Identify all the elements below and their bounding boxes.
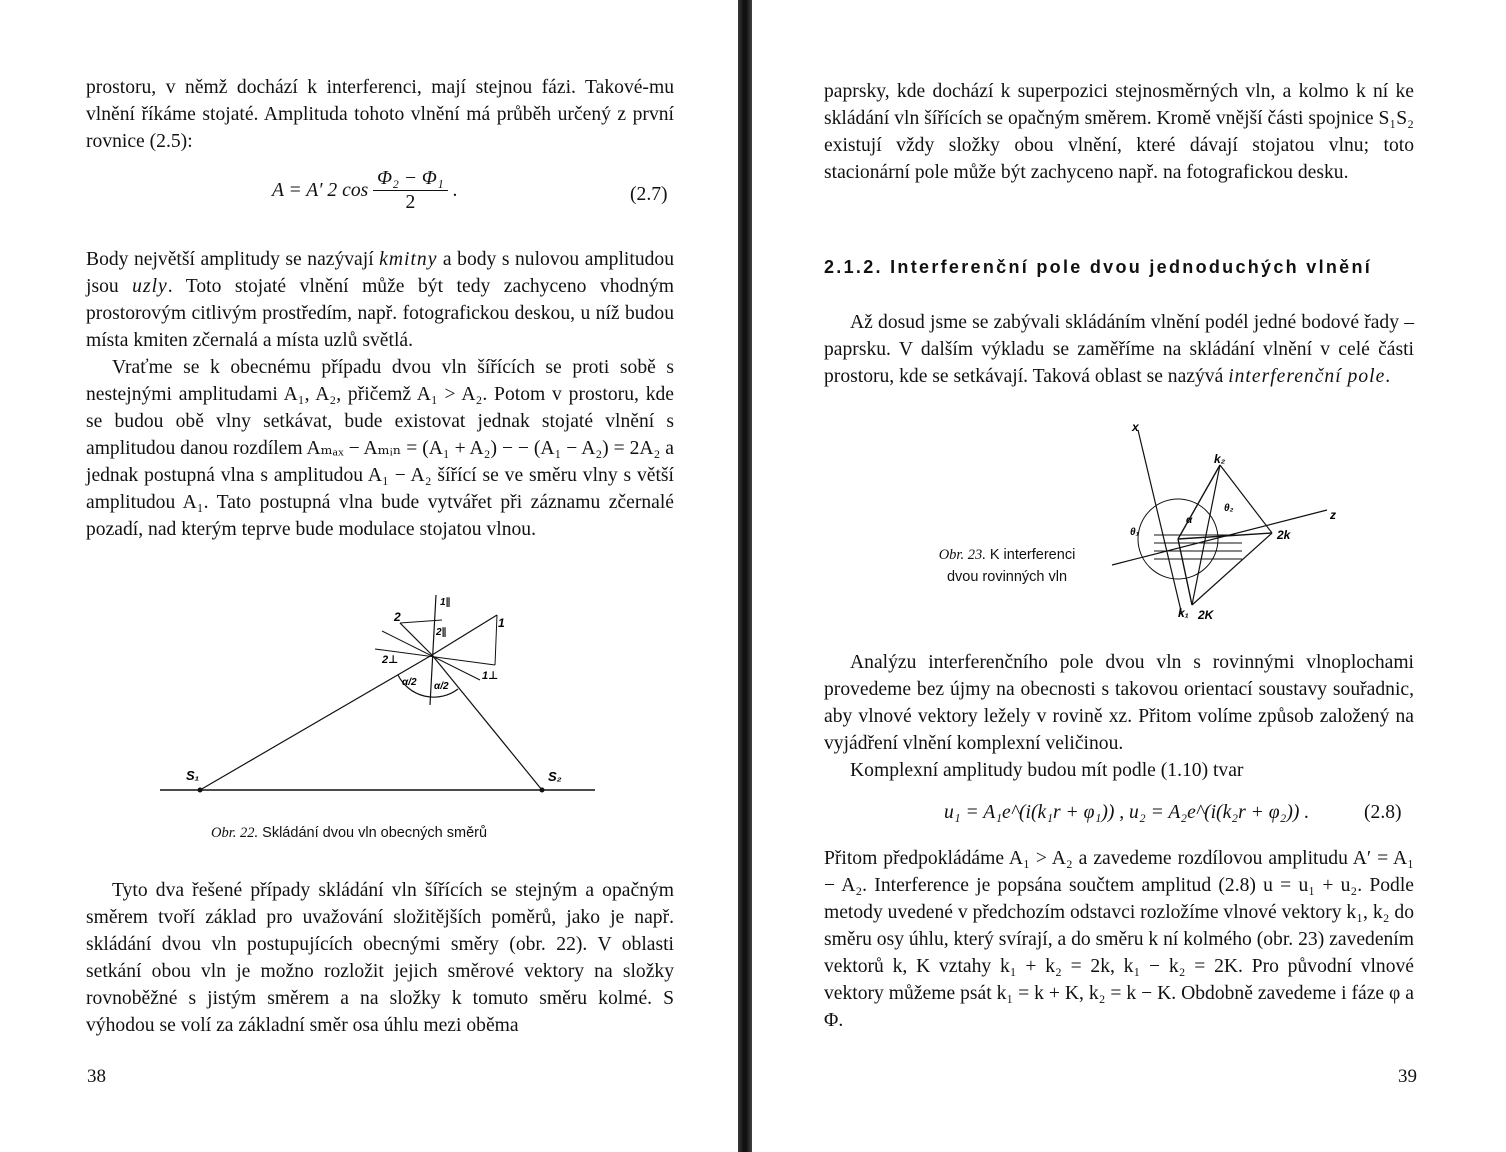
figure-22-caption bbox=[211, 822, 487, 844]
label-z: z bbox=[1330, 508, 1336, 522]
label-s2: S₂ bbox=[548, 769, 562, 784]
component-1 bbox=[495, 615, 497, 665]
fraction bbox=[373, 168, 447, 215]
paragraph bbox=[86, 246, 674, 354]
paragraph: Komplexní amplitudy budou mít podle (1.10) tvar bbox=[850, 760, 1244, 781]
page-number: 39 bbox=[1398, 1066, 1417, 1087]
figure-23-caption bbox=[917, 544, 1097, 588]
label-2-perp: 2⊥ bbox=[382, 654, 399, 666]
caption-line bbox=[917, 544, 1097, 566]
edge-upper bbox=[1220, 465, 1272, 533]
right-page bbox=[752, 0, 1506, 1152]
figure-22-diagram bbox=[150, 585, 610, 800]
equation-trail: . bbox=[452, 180, 458, 201]
paragraph: Analýzu interferenčního pole dvou vln s rovinnými vlnoplochami provedeme bez újmy na obecnosti s takovou orientací soustavy souřadnic, aby vlnové vektory ležely v rovině xz. Přitom volíme způsob založený na vyjádření vlnění komplexní veličinou. bbox=[824, 652, 1414, 754]
paragraph: Tyto dva řešené případy skládání vln šířících se stejným a opačným směrem tvoří základ pro uvažování složitějších poměrů, jako je např. skládání dvou vln postupujících obecnými směry (obr. 22). V oblasti setkání obou vln je možno rozložit jejich směrové vektory na složky rovnoběžné s jistým směrem a na složky k tomuto směru kolmé. S výhodou se volí za základní směr osa úhlu mezi oběma bbox=[86, 880, 674, 1036]
term-uzly: uzly bbox=[132, 276, 168, 297]
label-x: x bbox=[1132, 420, 1139, 434]
axis-x bbox=[1138, 430, 1182, 615]
text-run: Body největší amplitudy se nazývají bbox=[86, 249, 380, 270]
label-2K: 2K bbox=[1198, 608, 1214, 622]
caption-line: dvou rovinných vln bbox=[946, 569, 1068, 585]
label-2: 2 bbox=[394, 610, 401, 624]
component-2 bbox=[400, 620, 442, 623]
label-k1: k₁ bbox=[1178, 606, 1189, 620]
label-2-par: 2∥ bbox=[436, 627, 447, 638]
label-1-perp: 1⊥ bbox=[482, 670, 499, 682]
label-theta2: θ₂ bbox=[1224, 503, 1234, 514]
equation-number: (2.8) bbox=[1364, 802, 1402, 823]
text-run: a body s nulovou amplitudou jsou bbox=[86, 249, 675, 297]
vector-2k bbox=[1178, 533, 1272, 539]
term-kmitny: kmitny bbox=[379, 249, 438, 270]
vector-k1 bbox=[1178, 539, 1192, 605]
text-run: Až dosud jsme se zabývali skládáním vlnění podél jedné bodové řady – paprsku. V dalším výkladu se zaměříme na skládání vlnění v celé části prostoru, kde se setkávají. Taková oblast se nazývá bbox=[824, 312, 1414, 387]
paragraph: prostoru, v němž dochází k interferenci, mají stejnou fázi. Takové-mu vlnění říkáme stojaté. Amplituda tohoto vlnění má průběh určený z první rovnice (2.5): bbox=[86, 77, 674, 152]
paragraph: Přitom předpokládáme A₁ > A₂ a zavedeme rozdílovou amplitudu A′ = A₁ − A₂. Interference je popsána součtem amplitud (2.8) u = u₁ + u₂. Podle metody uvedené v předchozím odstavci rozložíme vlnové vektory k₁, k₂ do směru osy úhlu, který svírají, a do směru k ní kolmého (obr. 23) zavedením vektorů k, K vztahy k₁ + k₂ = 2k, k₁ − k₂ = 2K. Pro původní vlnové vektory můžeme psát k₁ = k + K, k₂ = k − K. Obdobně zavedeme i fáze φ a Φ. bbox=[824, 848, 1414, 1031]
figure-23-diagram bbox=[1092, 415, 1352, 630]
vector-2 bbox=[400, 623, 432, 655]
paragraph: paprsky, kde dochází k superpozici stejnosměrných vln, a kolmo k ní ke skládání vln šířících se opačným směrem. Kromě vnější části spojnice S₁S₂ existují vždy složky obou vlnění, které dávají stojatou vlnu; toto stacionární pole může být zachyceno např. na fotografickou desku. bbox=[824, 81, 1414, 183]
label-alpha: α bbox=[1186, 515, 1193, 526]
label-alpha-1: α/2 bbox=[402, 677, 417, 688]
text-run: . bbox=[1385, 366, 1391, 387]
left-page bbox=[0, 0, 738, 1152]
label-s1: S₁ bbox=[186, 768, 200, 783]
label-1: 1 bbox=[498, 616, 505, 630]
equation-2-7 bbox=[272, 168, 457, 215]
book-gutter bbox=[738, 0, 752, 1152]
label-theta1: θ₁ bbox=[1130, 527, 1140, 538]
point-s2 bbox=[540, 788, 545, 793]
fraction-numerator: Φ₂ − Φ₁ bbox=[373, 168, 447, 191]
section-heading: 2.1.2. Interferenční pole dvou jednoduchých vlnění bbox=[824, 257, 1373, 277]
page-number: 38 bbox=[87, 1066, 106, 1087]
label-alpha-2: α/2 bbox=[434, 681, 449, 692]
point-s1 bbox=[198, 788, 203, 793]
caption-text: K interferenci bbox=[985, 547, 1076, 563]
equation-lhs: A = A′ 2 cos bbox=[272, 180, 369, 201]
label-2k: 2k bbox=[1277, 528, 1291, 542]
label-1-par: 1∥ bbox=[440, 597, 451, 608]
text-run: . Toto stojaté vlnění může být tedy zachyceno vhodným prostorovým citlivým prostředím, např. fotografickou deskou, u níž budou místa kmiten zčernalá a místa uzlů světlá. bbox=[86, 276, 674, 351]
caption-text: Skládání dvou vln obecných směrů bbox=[258, 825, 488, 841]
paragraph: Vraťme se k obecnému případu dvou vln šířících se proti sobě s nestejnými amplitudami A₁, A₂, přičemž A₁ > A₂. Potom v prostoru, kde se budou obě vlny setkávat, bude existovat jednak stojaté vlnění s amplitudou danou rozdílem Aₘₐₓ − Aₘᵢₙ = (A₁ + A₂) − − (A₁ − A₂) = 2A₂ a jednak postupná vlna s amplitudou A₁ − A₂ šířící se ve směru vlny s větší amplitudou A₁. Tato postupná vlna bude vytvářet při záznamu zčernalé pozadí, nad kterým teprve bude modulace stojatou vlnou. bbox=[86, 357, 674, 540]
caption-prefix: Obr. 23. bbox=[938, 547, 986, 563]
equation-2-8: u₁ = A₁e^(i(k₁r + φ₁)) , u₂ = A₂e^(i(k₂r + φ₂)) . bbox=[944, 802, 1310, 823]
term-interference-field: interferenční pole bbox=[1228, 366, 1386, 387]
vector-k2 bbox=[1178, 465, 1220, 539]
equation-number: (2.7) bbox=[630, 184, 668, 205]
caption-prefix: Obr. 22. bbox=[211, 825, 259, 841]
label-k2: k₂ bbox=[1214, 452, 1226, 466]
paragraph bbox=[824, 309, 1414, 390]
fraction-denominator: 2 bbox=[405, 192, 416, 213]
ray-s1 bbox=[200, 655, 432, 790]
